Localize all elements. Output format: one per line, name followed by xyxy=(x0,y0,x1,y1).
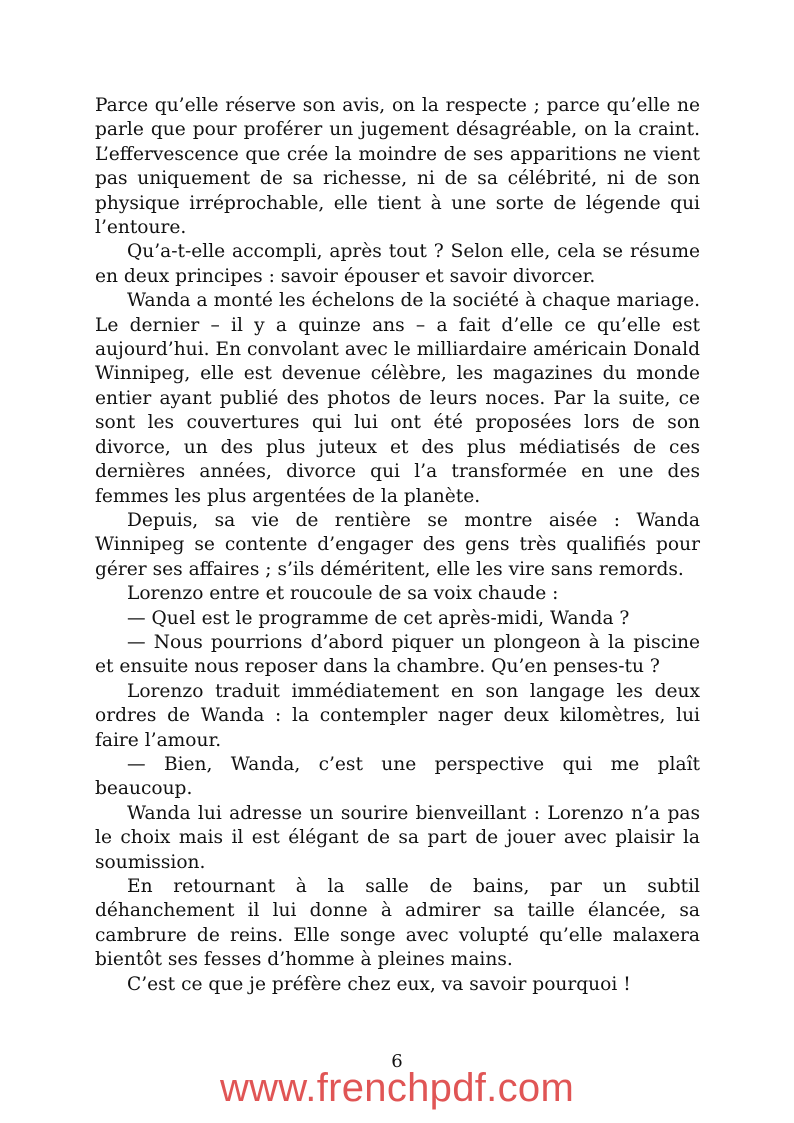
paragraph-12: C’est ce que je préfère chez eux, va savoir pourquoi ! xyxy=(127,973,631,995)
paragraph-11: En retournant à la salle de bains, par un subtil déhanchement il lui donne à admirer sa taille élancée, sa cambrure de reins. Elle songe avec volupté qu’elle malaxera bientôt ses fesses d’homme à pleines mains. xyxy=(95,876,700,971)
body-text xyxy=(95,94,700,997)
watermark: www.frenchpdf.com xyxy=(219,1066,575,1110)
paragraph-8: Lorenzo traduit immédiatement en son langage les deux ordres de Wanda : la contempler nager deux kilomètres, lui faire l’amour. xyxy=(95,680,700,751)
dialogue-line-3: — Bien, Wanda, c’est une perspective qui me plaît beaucoup. xyxy=(95,753,700,800)
dialogue-line-1: — Quel est le programme de cet après-midi, Wanda ? xyxy=(127,607,630,629)
paragraph-5: Lorenzo entre et roucoule de sa voix chaude : xyxy=(127,583,559,605)
dialogue-line-2: — Nous pourrions d’abord piquer un plongeon à la piscine et ensuite nous reposer dans la chambre. Qu’en penses-tu ? xyxy=(95,631,700,678)
page-number: 6 xyxy=(391,1051,403,1072)
paragraph-3: Wanda a monté les échelons de la société à chaque mariage. Le dernier – il y a quinze ans – a fait d’elle ce qu’elle est aujourd’hui. En convolant avec le milliardaire américain Donald Winnipeg, elle est devenue célèbre, les magazines du monde entier ayant publié des photos de leurs noces. Par la suite, ce sont les couvertures qui lui ont été proposées lors de son divorce, un des plus juteux et des plus médiatisés de ces dernières années, divorce qui l’a transformée en une des femmes les plus argentées de la planète. xyxy=(95,290,700,507)
paragraph-10: Wanda lui adresse un sourire bienveillant : Lorenzo n’a pas le choix mais il est élégant de sa part de jouer avec plaisir la soumission. xyxy=(95,802,700,873)
paragraph-1: Parce qu’elle réserve son avis, on la respecte ; parce qu’elle ne parle que pour proférer un jugement désagréable, on la craint. L’effervescence que crée la moindre de ses apparitions ne vient pas uniquement de sa richesse, ni de sa célébrité, ni de son physique irréprochable, elle tient à une sorte de légende qui l’entoure. xyxy=(95,95,700,239)
paragraph-2: Qu’a-t-elle accompli, après tout ? Selon elle, cela se résume en deux principes : savoir épouser et savoir divorcer. xyxy=(95,241,700,287)
paragraph-4: Depuis, sa vie de rentière se montre aisée : Wanda Winnipeg se contente d’engager des gens très qualifiés pour gérer ses affaires ; s’ils déméritent, elle les vire sans remords. xyxy=(95,509,700,580)
